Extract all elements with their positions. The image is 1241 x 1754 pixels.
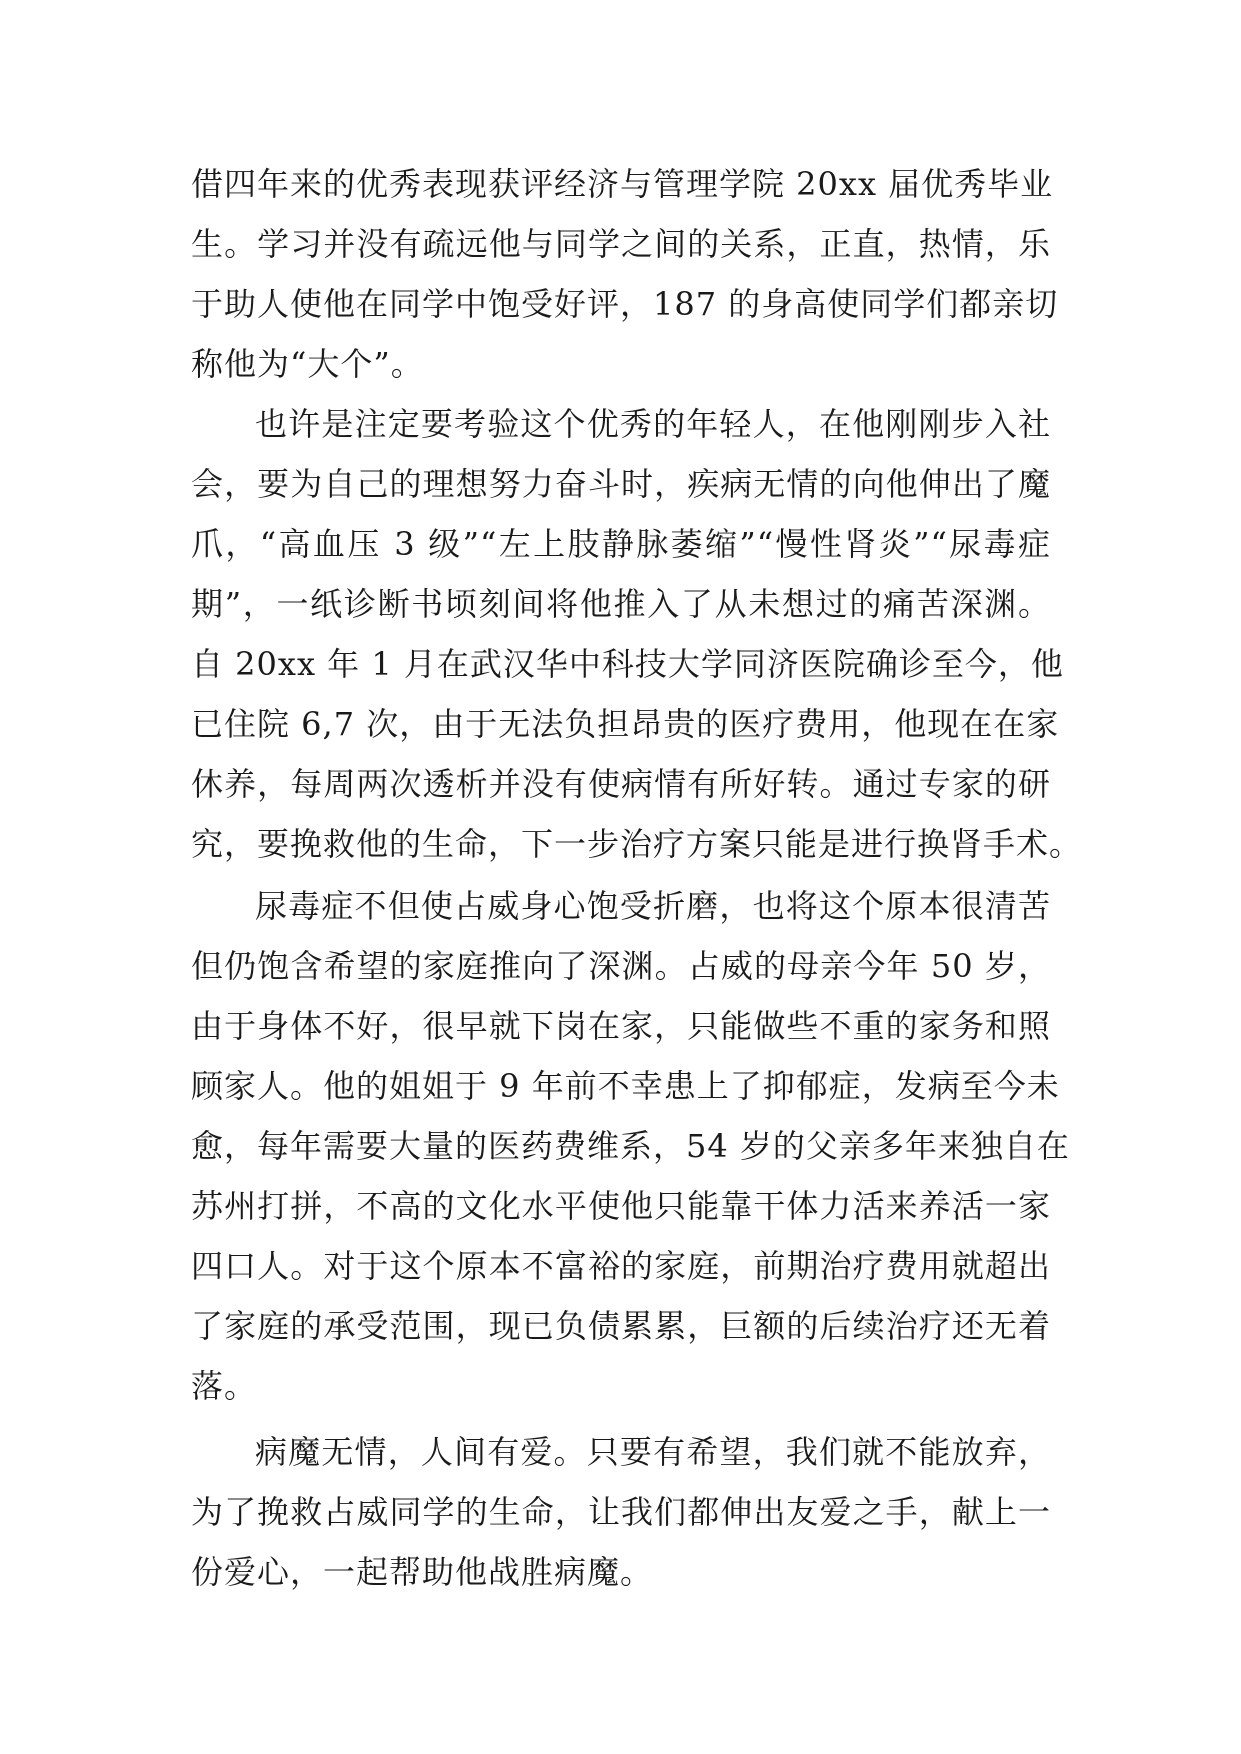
text-line: 生。学习并没有疏远他与同学之间的关系，正直，热情，乐 (191, 225, 1051, 263)
text-line: 自 20xx 年 1 月在武汉华中科技大学同济医院确诊至今，他 (191, 645, 1064, 683)
text-line: 爪，“高血压 3 级”“左上肢静脉萎缩”“慢性肾炎”“尿毒症 (191, 525, 1051, 563)
paragraph-first-line: 病魔无情，人间有爱。只要有希望，我们就不能放弃， (255, 1433, 1051, 1471)
text-line: 顾家人。他的姐姐于 9 年前不幸患上了抑郁症，发病至今未 (191, 1067, 1060, 1105)
text-line: 于助人使他在同学中饱受好评，187 的身高使同学们都亲切 (191, 285, 1059, 323)
text-line: 会，要为自己的理想努力奋斗时，疾病无情的向他伸出了魔 (191, 465, 1051, 503)
text-line: 已住院 6,7 次，由于无法负担昂贵的医疗费用，他现在在家 (191, 705, 1060, 743)
paragraph-first-line: 也许是注定要考验这个优秀的年轻人，在他刚刚步入社 (255, 405, 1051, 443)
text-line: 但仍饱含希望的家庭推向了深渊。占威的母亲今年 50 岁， (191, 947, 1051, 985)
text-line: 愈，每年需要大量的医药费维系，54 岁的父亲多年来独自在 (191, 1127, 1070, 1165)
text-line: 称他为“大个”。 (191, 345, 424, 383)
text-line: 究，要挽救他的生命，下一步治疗方案只能是进行换肾手术。 (191, 825, 1083, 863)
text-line: 落。 (191, 1367, 258, 1405)
text-line: 休养，每周两次透析并没有使病情有所好转。通过专家的研 (191, 765, 1051, 803)
text-line: 了家庭的承受范围，现已负债累累，巨额的后续治疗还无着 (191, 1307, 1051, 1345)
text-line: 四口人。对于这个原本不富裕的家庭，前期治疗费用就超出 (191, 1247, 1051, 1285)
text-line: 期”，一纸诊断书顷刻间将他推入了从未想过的痛苦深渊。 (191, 585, 1051, 623)
text-line: 由于身体不好，很早就下岗在家，只能做些不重的家务和照 (191, 1007, 1051, 1045)
text-line: 为了挽救占威同学的生命，让我们都伸出友爱之手，献上一 (191, 1493, 1051, 1531)
text-line: 苏州打拼，不高的文化水平使他只能靠干体力活来养活一家 (191, 1187, 1051, 1225)
text-line: 份爱心，一起帮助他战胜病魔。 (191, 1553, 654, 1591)
paragraph-first-line: 尿毒症不但使占威身心饱受折磨，也将这个原本很清苦 (255, 887, 1051, 925)
text-line: 借四年来的优秀表现获评经济与管理学院 20xx 届优秀毕业 (191, 165, 1054, 203)
